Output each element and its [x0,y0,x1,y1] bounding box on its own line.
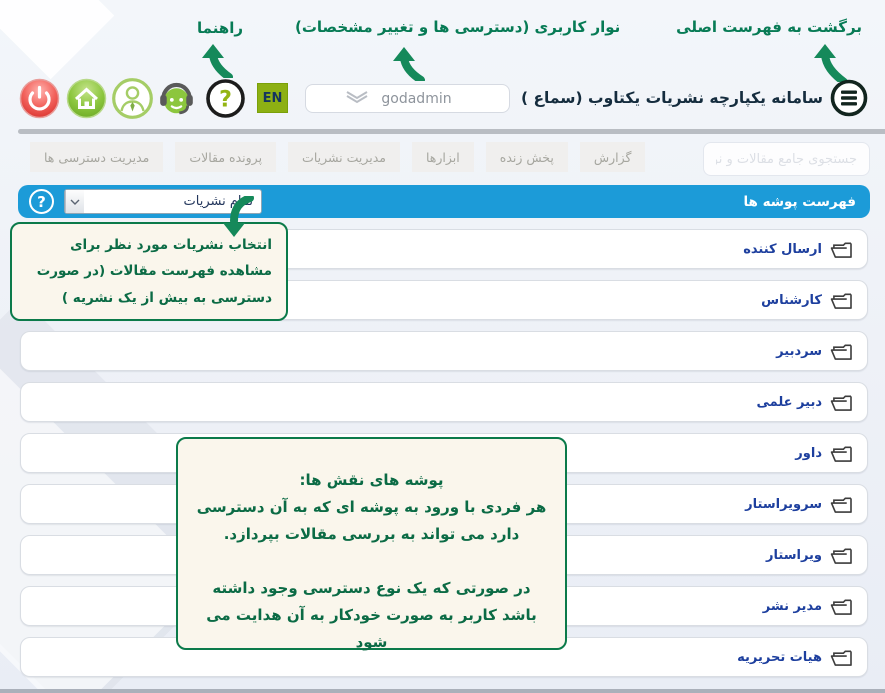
username-value: godadmin [381,90,452,107]
folder-row-editor-in-chief[interactable] [20,331,868,371]
main-nav-tabs [18,142,870,176]
help-icon[interactable] [205,78,246,119]
chevron-down-icon [344,89,370,108]
user-dropdown[interactable] [305,84,510,113]
global-search [703,142,870,176]
folder-row-scientific-editor[interactable] [20,382,868,422]
folder-icon [830,648,853,667]
folder-icon [830,444,853,463]
arrow-up-icon [813,44,849,82]
folder-label: کارشناس [761,292,822,308]
folder-label: داور [795,445,822,461]
callout-role-para2: در صورتی که یک نوع دسترسی وجود داشته باشد کاربر به صورت خودکار به آن هدایت می شود [206,579,537,651]
annotation-help: راهنما [197,19,243,37]
annotation-back-to-main: برگشت به فهرست اصلی [676,18,862,36]
header-divider [18,129,885,134]
tab-article-files[interactable]: پرونده مقالات [175,142,276,172]
folder-help-icon[interactable]: ? [29,189,54,214]
main-menu-icon[interactable] [830,79,868,117]
callout-select-journal: انتخاب نشریات مورد نظر برای مشاهده فهرست مقالات (در صورت دسترسی به بیش از یک نشریه ) [10,222,288,321]
folder-label: دبیر علمی [756,394,822,410]
folder-list-title: فهرست پوشه ها [743,193,856,210]
arrow-up-icon [201,44,237,78]
tab-reports[interactable]: گزارش [580,142,646,172]
journal-filter-value: تمام نشریات [183,194,253,209]
background-decoration [0,0,114,79]
annotation-user-bar: نوار کاربری (دسترسی ها و تغییر مشخصات) [295,18,621,36]
arrow-up-icon [392,47,428,81]
callout-role-para1: هر فردی با ورود به پوشه ای که به آن دسترسی دارد می تواند به بررسی مقالات بپردازد. [196,498,547,543]
callout-spacer [196,548,547,575]
window-bottom-edge [0,689,885,693]
tab-live-broadcast[interactable]: پخش زنده [486,142,568,172]
app-title: سامانه یکپارچه نشریات یکتاوب (سماع ) [520,89,823,107]
user-profile-icon[interactable] [112,78,153,119]
folder-icon [830,393,853,412]
folder-label: سرویراستار [745,496,822,512]
home-icon[interactable] [66,78,107,119]
logout-power-icon[interactable] [19,78,60,119]
tab-tools[interactable]: ابزارها [412,142,474,172]
search-input[interactable] [703,142,870,176]
select-dropdown-icon [65,190,84,213]
folder-icon [830,342,853,361]
tab-journal-management[interactable]: مدیریت نشریات [288,142,400,172]
callout-role-folders [176,437,567,650]
folder-label: مدیر نشر [762,598,822,614]
folder-icon [830,291,853,310]
folder-list-bar [18,185,870,218]
callout-role-title: پوشه های نقش ها: [299,471,444,489]
folder-icon [830,240,853,259]
folder-label: ارسال کننده [743,241,822,257]
folder-label: ویراستار [766,547,822,563]
language-toggle-button[interactable]: EN [257,83,288,113]
folder-icon [830,597,853,616]
tab-access-management[interactable]: مدیریت دسترسی ها [30,142,163,172]
folder-icon [830,495,853,514]
folder-label: سردبیر [776,343,822,359]
folder-icon [830,546,853,565]
arrow-down-icon [214,196,256,238]
support-headset-icon[interactable] [156,77,197,118]
folder-label: هیات تحریریه [737,649,822,665]
svg-text:?: ? [219,87,232,113]
